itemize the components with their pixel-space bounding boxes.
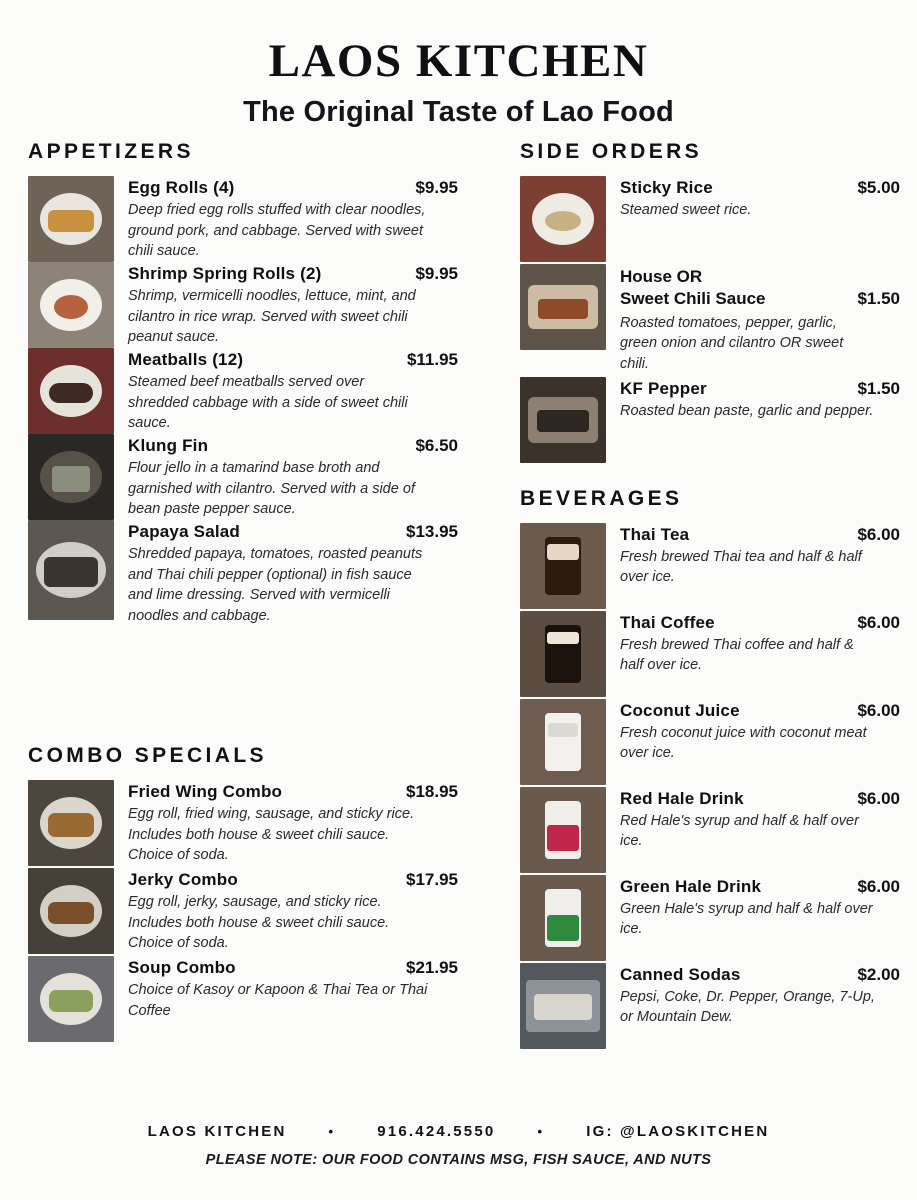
papaya-salad-photo <box>28 520 114 620</box>
red-hale-drink-photo <box>520 787 606 873</box>
item-name: House OR <box>620 267 703 286</box>
restaurant-tagline: The Original Taste of Lao Food <box>243 96 674 128</box>
item-description: Shrimp, vermicelli noodles, lettuce, mint, and cilantro in rice wrap. Served with sweet chili peanut sauce. <box>128 288 416 346</box>
canned-sodas-photo <box>520 963 606 1049</box>
item-description: Pepsi, Coke, Dr. Pepper, Orange, 7-Up, or Mountain Dew. <box>620 988 875 1026</box>
item-description: Choice of Kasoy or Kapoon & Thai Tea or Thai Coffee <box>128 982 428 1019</box>
jerky-combo-photo <box>28 868 114 954</box>
footer-allergen-note: PLEASE NOTE: OUR FOOD CONTAINS MSG, FISH SAUCE, AND NUTS <box>205 1152 712 1168</box>
item-description: Steamed sweet rice. <box>620 202 752 218</box>
item-description: Steamed beef meatballs served over shredded cabbage with a side of sweet chili sauce. <box>128 374 408 432</box>
menu-item <box>520 699 900 785</box>
item-description: Egg roll, fried wing, sausage, and sticky rice. Includes both house & sweet chili sauce. Choice of soda. <box>128 806 415 864</box>
item-description: Shredded papaya, tomatoes, roasted peanuts and Thai chili pepper (optional) in fish sauce and lime dressing. Served with vermicelli noodles and cabbage. <box>128 546 423 624</box>
item-name: Klung Fin <box>128 436 209 455</box>
item-name: Sticky Rice <box>620 178 713 197</box>
menu-item <box>28 434 458 520</box>
item-description: Flour jello in a tamarind base broth and garnished with cilantro. Served with a side of bean paste pepper sauce. <box>128 460 415 518</box>
item-price: $1.50 <box>857 378 900 398</box>
section-title-combo-specials: COMBO SPECIALS <box>28 744 267 768</box>
menu-item <box>28 176 458 262</box>
menu-item <box>28 868 458 954</box>
item-name-line2: Sweet Chili Sauce <box>620 289 766 309</box>
bullet-separator-icon: • <box>537 1124 545 1139</box>
left-column <box>28 140 458 1044</box>
menu-item <box>28 348 458 434</box>
chili-sauce-photo <box>520 264 606 350</box>
sticky-rice-photo <box>520 176 606 262</box>
item-description: Green Hale's syrup and half & half over ice. <box>620 900 873 938</box>
fried-wing-combo-photo <box>28 780 114 866</box>
section-beverages <box>520 487 900 1049</box>
item-description: Deep fried egg rolls stuffed with clear noodles, ground pork, and cabbage. Served with sweet chili sauce. <box>128 202 426 260</box>
shrimp-spring-rolls-photo <box>28 262 114 348</box>
item-name: Fried Wing Combo <box>128 782 283 802</box>
item-price: $9.95 <box>415 178 458 197</box>
item-description: Fresh brewed Thai coffee and half & half over ice. <box>620 636 854 674</box>
menu-header <box>0 0 917 129</box>
menu-item <box>520 963 900 1049</box>
item-name: KF Pepper <box>620 378 707 398</box>
bullet-separator-icon: • <box>328 1124 336 1139</box>
footer-phone[interactable]: 916.424.5550 <box>377 1123 496 1140</box>
item-price: $5.00 <box>857 178 900 197</box>
item-description: Red Hale's syrup and half & half over ice. <box>620 812 859 850</box>
item-price: $6.00 <box>857 788 900 808</box>
item-price: $9.95 <box>415 264 458 283</box>
footer-instagram[interactable]: IG: @LAOSKITCHEN <box>586 1123 770 1140</box>
right-column <box>520 140 900 1051</box>
item-price: $21.95 <box>406 958 458 978</box>
menu-item <box>28 780 458 866</box>
item-name: Papaya Salad <box>128 522 241 541</box>
restaurant-title: LAOS KITCHEN <box>268 35 649 87</box>
menu-item <box>28 520 458 626</box>
item-price: $6.00 <box>857 612 900 632</box>
footer-contact-row <box>0 1123 917 1140</box>
green-hale-drink-photo <box>520 875 606 961</box>
section-title-side-orders: SIDE ORDERS <box>520 140 703 163</box>
menu-footer <box>0 1123 917 1168</box>
item-description: Roasted tomatoes, pepper, garlic, green onion and cilantro OR sweet chili. <box>620 314 844 373</box>
item-name: Thai Tea <box>620 524 690 544</box>
section-title-appetizers: APPETIZERS <box>28 140 194 163</box>
section-title-beverages: BEVERAGES <box>520 486 683 510</box>
item-name: Meatballs (12) <box>128 350 244 369</box>
item-description: Fresh coconut juice with coconut meat over ice. <box>620 724 867 762</box>
item-price: $17.95 <box>406 870 458 890</box>
thai-tea-photo <box>520 523 606 609</box>
item-price: $6.50 <box>415 436 458 455</box>
item-price: $18.95 <box>406 782 458 802</box>
section-combo-specials <box>28 744 458 1042</box>
footer-restaurant-name: LAOS KITCHEN <box>147 1123 287 1140</box>
menu-item <box>520 875 900 961</box>
item-price: $13.95 <box>406 522 458 541</box>
menu-item <box>28 262 458 348</box>
item-name: Green Hale Drink <box>620 876 762 896</box>
menu-item <box>520 264 900 375</box>
meatballs-photo <box>28 348 114 434</box>
menu-item <box>520 176 900 262</box>
section-appetizers <box>28 140 458 626</box>
klung-fin-photo <box>28 434 114 520</box>
coconut-juice-photo <box>520 699 606 785</box>
item-price: $6.00 <box>857 524 900 544</box>
item-description: Fresh brewed Thai tea and half & half over ice. <box>620 548 862 586</box>
item-description: Egg roll, jerky, sausage, and sticky rice. Includes both house & sweet chili sauce. Choice of soda. <box>128 894 390 952</box>
egg-rolls-photo <box>28 176 114 262</box>
item-price: $2.00 <box>857 964 900 984</box>
item-price: $11.95 <box>406 350 458 369</box>
menu-item <box>520 611 900 697</box>
item-price: $6.00 <box>857 700 900 720</box>
item-price: $1.50 <box>857 289 900 309</box>
menu-item <box>520 523 900 609</box>
item-description: Roasted bean paste, garlic and pepper. <box>620 402 874 419</box>
item-name: Soup Combo <box>128 958 236 978</box>
item-name: Egg Rolls (4) <box>128 178 235 197</box>
item-name: Canned Sodas <box>620 964 741 984</box>
item-price: $6.00 <box>857 876 900 896</box>
soup-combo-photo <box>28 956 114 1042</box>
menu-item <box>520 787 900 873</box>
item-name: Red Hale Drink <box>620 788 744 808</box>
item-name: Coconut Juice <box>620 700 740 720</box>
item-name: Jerky Combo <box>128 870 238 890</box>
item-name: Thai Coffee <box>620 612 715 632</box>
menu-item <box>28 956 458 1042</box>
item-name: Shrimp Spring Rolls (2) <box>128 264 322 283</box>
thai-coffee-photo <box>520 611 606 697</box>
section-side-orders <box>520 140 900 463</box>
kf-pepper-photo <box>520 377 606 463</box>
menu-item <box>520 377 900 463</box>
